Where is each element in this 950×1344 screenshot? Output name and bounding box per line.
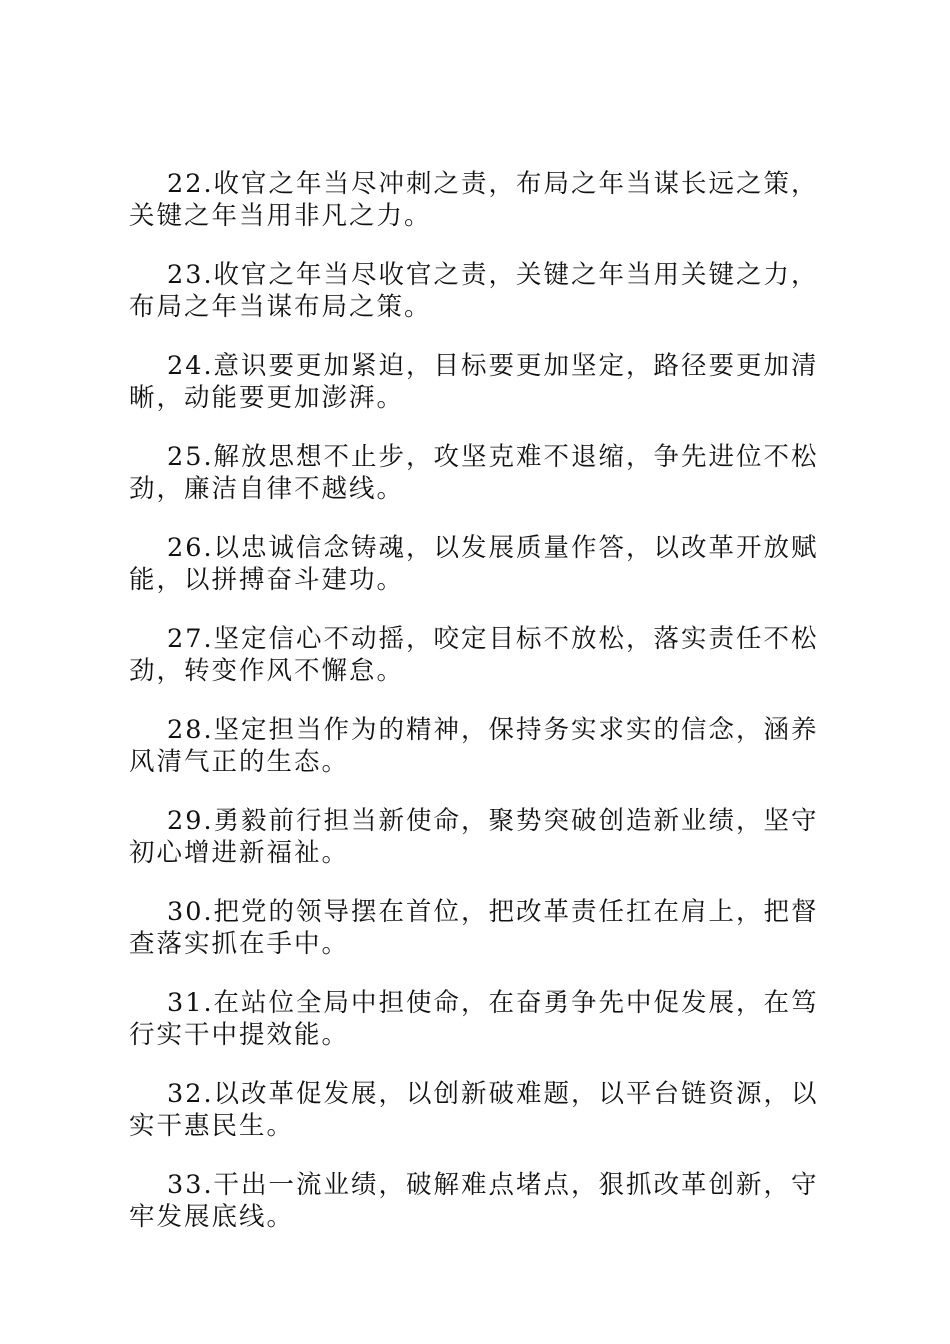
paragraph-25: 25.解放思想不止步，攻坚克难不退缩，争先进位不松劲，廉洁自律不越线。	[129, 442, 819, 504]
paragraph-23: 23.收官之年当尽收官之责，关键之年当用关键之力，布局之年当谋布局之策。	[129, 260, 819, 322]
paragraph-32: 32.以改革促发展，以创新破难题，以平台链资源，以实干惠民生。	[129, 1079, 819, 1141]
document-body	[129, 168, 833, 1260]
paragraph-24: 24.意识要更加紧迫，目标要更加坚定，路径要更加清晰，动能要更加澎湃。	[129, 351, 819, 413]
paragraph-22: 22.收官之年当尽冲刺之责，布局之年当谋长远之策，关键之年当用非凡之力。	[129, 169, 819, 231]
paragraph-30: 30.把党的领导摆在首位，把改革责任扛在肩上，把督查落实抓在手中。	[129, 897, 819, 959]
paragraph-33: 33.干出一流业绩，破解难点堵点，狠抓改革创新，守牢发展底线。	[129, 1170, 819, 1232]
paragraph-31: 31.在站位全局中担使命，在奋勇争先中促发展，在笃行实干中提效能。	[129, 988, 819, 1050]
paragraph-29: 29.勇毅前行担当新使命，聚势突破创造新业绩，坚守初心增进新福祉。	[129, 806, 819, 868]
paragraph-27: 27.坚定信心不动摇，咬定目标不放松，落实责任不松劲，转变作风不懈怠。	[129, 624, 819, 686]
paragraph-28: 28.坚定担当作为的精神，保持务实求实的信念，涵养风清气正的生态。	[129, 715, 819, 777]
paragraph-26: 26.以忠诚信念铸魂，以发展质量作答，以改革开放赋能，以拼搏奋斗建功。	[129, 533, 819, 595]
